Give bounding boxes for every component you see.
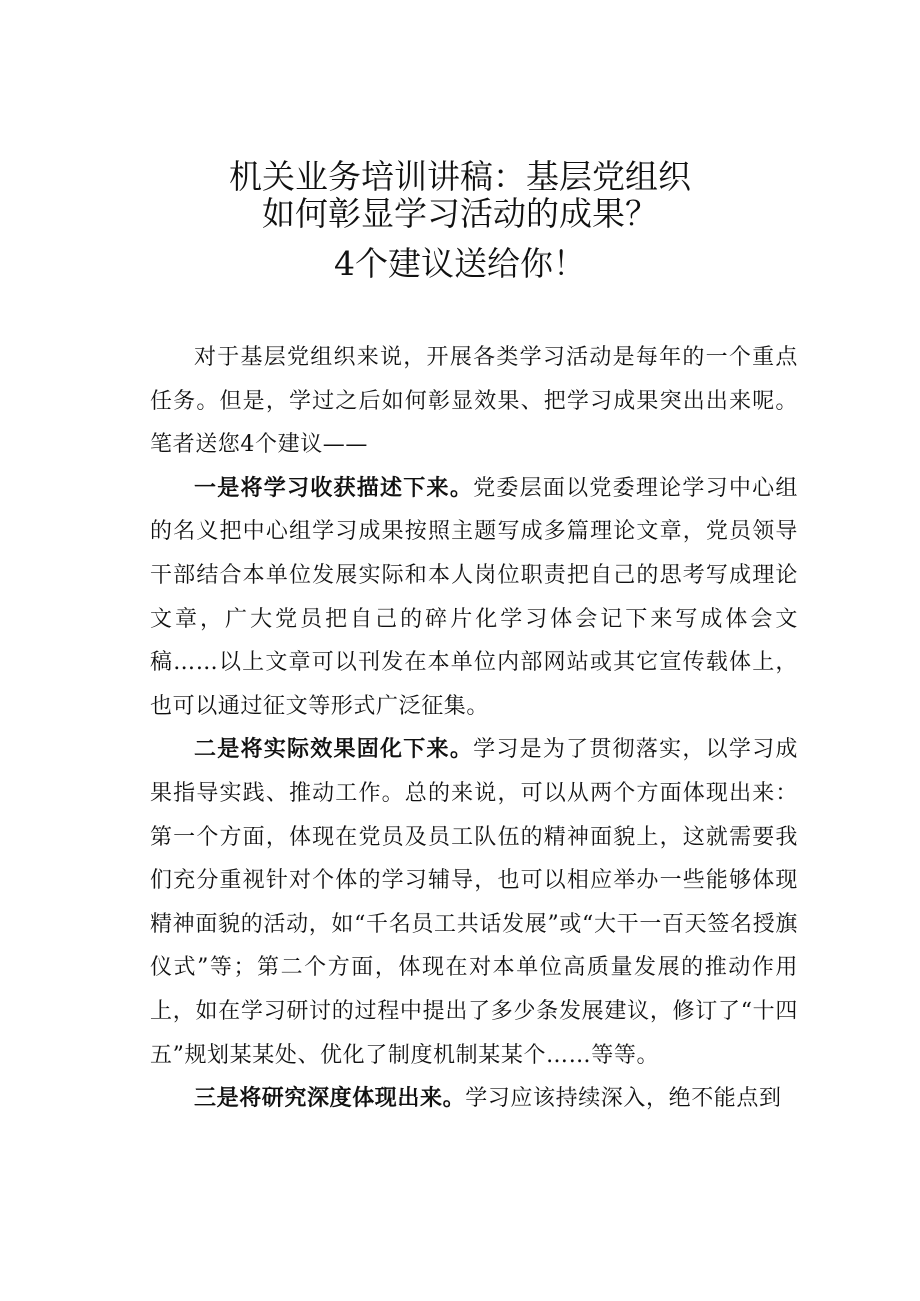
paragraph-suggestion-1 xyxy=(150,467,798,729)
paragraph-lead: 二是将实际效果固化下来。 xyxy=(194,736,474,763)
title-line-3: 4个建议送给你！ xyxy=(334,244,586,283)
paragraph-intro xyxy=(150,336,798,467)
document-body xyxy=(150,336,798,1121)
paragraph-text: 学习应该持续深入，绝不能点到 xyxy=(465,1086,782,1112)
paragraph-suggestion-2 xyxy=(150,728,798,1077)
title-line-1: 机关业务培训讲稿：基层党组织 xyxy=(229,157,691,196)
paragraph-lead: 一是将学习收获描述下来。 xyxy=(194,474,474,501)
paragraph-suggestion-3 xyxy=(150,1077,798,1121)
paragraph-text: 对于基层党组织来说，开展各类学习活动是每年的一个重点任务。但是，学过之后如何彰显效果、把学习成果突出出来呢。笔者送您4个建议—— xyxy=(150,345,798,458)
paragraph-lead: 三是将研究深度体现出来。 xyxy=(194,1085,466,1112)
title-line-2: 如何彰显学习活动的成果？ xyxy=(262,194,658,233)
document-title xyxy=(0,158,920,282)
paragraph-text: 党委层面以党委理论学习中心组的名义把中心组学习成果按照主题写成多篇理论文章，党员领导干部结合本单位发展实际和本人岗位职责把自己的思考写成理论文章，广大党员把自己的碎片化学习体会记下来写成体会文稿……以上文章可以刊发在本单位内部网站或其它宣传载体上，也可以通过征文等形式广泛征集。 xyxy=(150,475,799,719)
paragraph-text: 学习是为了贯彻落实，以学习成果指导实践、推动工作。总的来说，可以从两个方面体现出来：第一个方面，体现在党员及员工队伍的精神面貌上，这就需要我们充分重视针对个体的学习辅导，也可以相应举办一些能够体现精神面貌的活动，如“千名员工共话发展”或“大干一百天签名授旗仪式”等；第二个方面，体现在对本单位高质量发展的推动作用上，如在学习研讨的过程中提出了多少条发展建议，修订了“十四五”规划某某处、优化了制度机制某某个……等等。 xyxy=(150,737,799,1068)
